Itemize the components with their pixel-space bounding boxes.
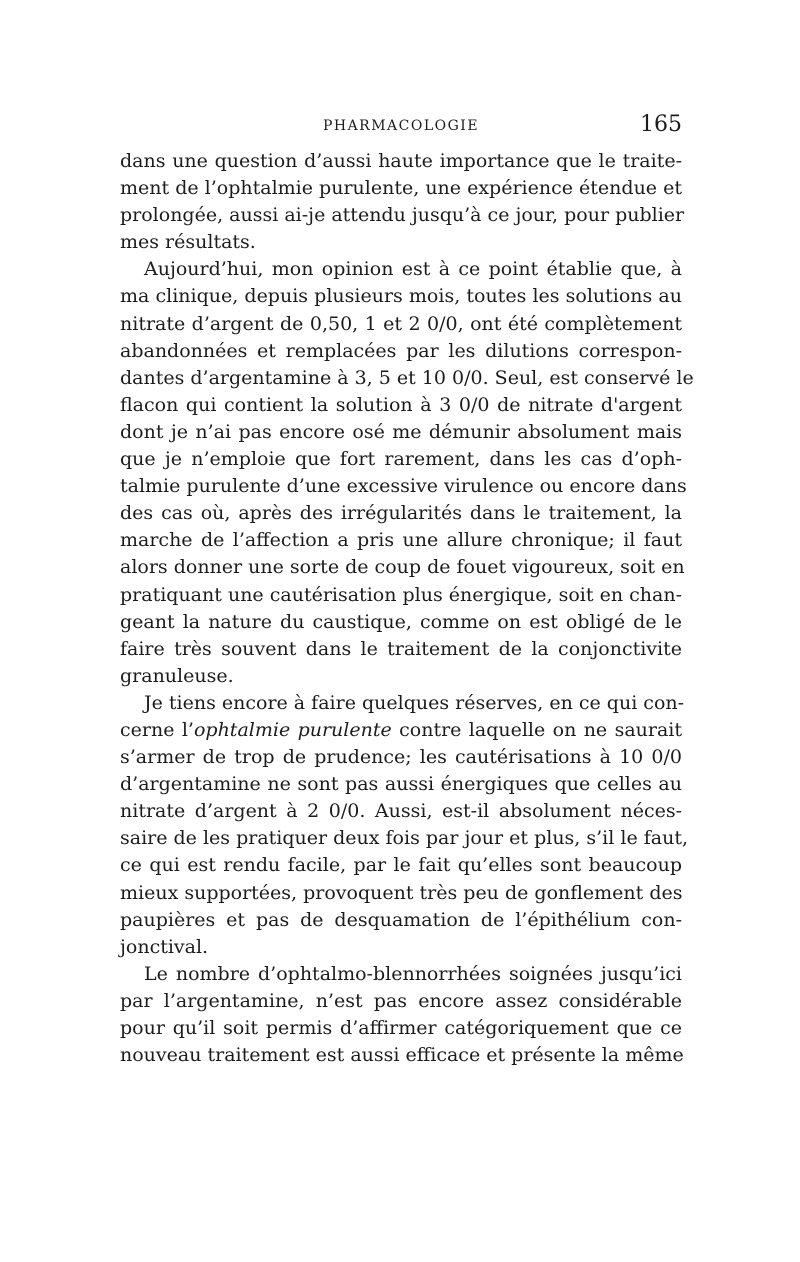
text-line: ma clinique, depuis plusieurs mois, toutes les solutions au [120, 285, 682, 308]
text-line-with-emphasis [120, 717, 682, 744]
text-line: paupières et pas de desquamation de l’épithélium con- [120, 908, 682, 931]
running-head [120, 112, 682, 140]
text-line: Aujourd’hui, mon opinion est à ce point établie que, à [144, 258, 682, 281]
text-line: d’argentamine ne sont pas aussi énergiques que celles au [120, 773, 682, 796]
text-line: pratiquant une cautérisation plus énergique, soit en chan- [120, 583, 682, 606]
text-line: nitrate d’argent de 0,50, 1 et 2 0/0, ont été complètement [120, 312, 682, 335]
text-line: dantes d’argentamine à 3, 5 et 10 0/0. Seul, est conservé le [120, 366, 694, 389]
text-line: pour qu’il soit permis d’affirmer catégoriquement que ce [120, 1017, 682, 1039]
text-line: dont je n’ai pas encore osé me démunir absolument mais [120, 420, 682, 443]
text-line: que je n’emploie que fort rarement, dans les cas d’oph- [120, 448, 682, 471]
text-line: mieux supportées, provoquent très peu de gonflement des [120, 881, 683, 904]
text-line: talmie purulente d’une excessive virulence ou encore dans [120, 475, 687, 498]
text-line: prolongée, aussi ai-je attendu jusqu’à ce jour, pour publier [120, 204, 685, 227]
text-line: faire très souvent dans le traitement de la conjonctivite [120, 637, 682, 660]
text-line: Je tiens encore à faire quelques réserves, en ce qui con- [144, 691, 685, 714]
text-line: saire de les pratiquer deux fois par jour et plus, s’il le faut, [120, 827, 689, 850]
text-line: nitrate d’argent à 2 0/0. Aussi, est-il absolument néces- [120, 800, 682, 823]
text-line: ce qui est rendu facile, par le fait qu’elles sont beaucoup [120, 854, 682, 877]
text-line: marche de l’affection a pris une allure chronique; il faut [120, 529, 682, 552]
text-line: jonctival. [120, 935, 209, 958]
text-line: Le nombre d’ophtalmo-blennorrhées soignées jusqu’ici [144, 962, 682, 985]
text-segment: cerne l’ [120, 718, 194, 741]
emphasis: ophtalmie purulente [193, 718, 392, 741]
running-title: PHARMACOLOGIE [322, 118, 480, 134]
text-line: ment de l’ophtalmie purulente, une expérience étendue et [120, 177, 682, 200]
text-segment: contre laquelle on ne saurait [391, 718, 683, 741]
body-text [120, 148, 694, 1069]
text-line: dans une question d’aussi haute importance que le traite- [120, 150, 682, 172]
text-line: par l’argentamine, n’est pas encore assez considérable [120, 989, 682, 1012]
text-line: flacon qui contient la solution à 3 0/0 de nitrate d'argent [120, 393, 682, 416]
text-line: mes résultats. [120, 231, 256, 254]
text-line: nouveau traitement est aussi efficace et présente la même [120, 1044, 684, 1067]
text-line: alors donner une sorte de coup de fouet vigoureux, soit en [120, 556, 685, 579]
text-line: des cas où, après des irrégularités dans le traitement, la [120, 502, 682, 525]
page-number: 165 [640, 112, 682, 137]
text-line: abandonnées et remplacées par les dilutions correspon- [120, 339, 682, 362]
text-line: s’armer de trop de prudence; les cautérisations à 10 0/0 [120, 746, 682, 769]
text-line: granuleuse. [120, 664, 234, 687]
text-line: geant la nature du caustique, comme on est obligé de le [120, 610, 682, 633]
